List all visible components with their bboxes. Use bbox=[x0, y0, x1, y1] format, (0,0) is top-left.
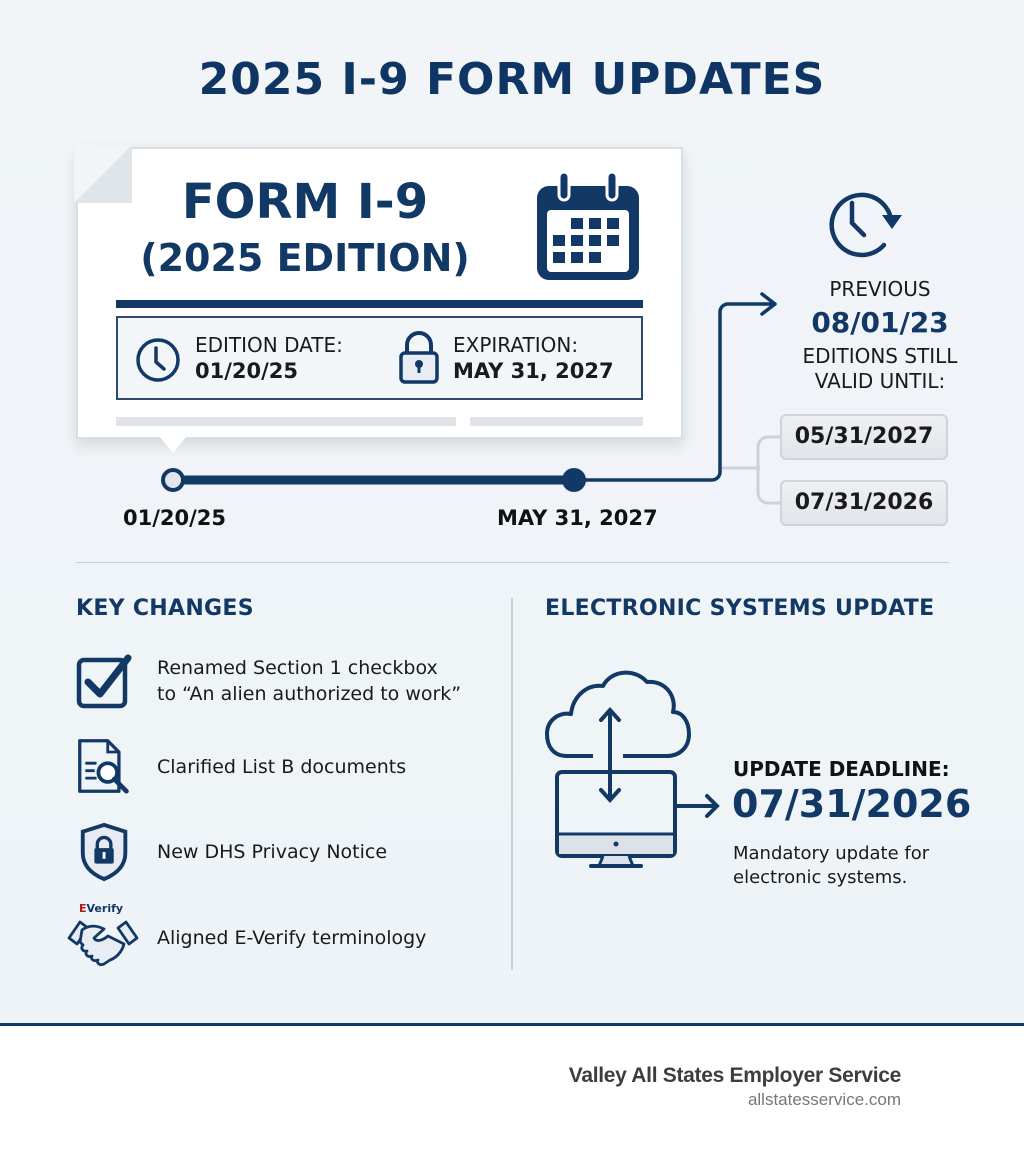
calendar-icon bbox=[533, 168, 643, 284]
timeline-end-label: MAY 31, 2027 bbox=[497, 506, 658, 530]
expiration-label: EXPIRATION: bbox=[453, 333, 579, 357]
footer-company-name: Valley All States Employer Service bbox=[568, 1064, 901, 1087]
footer-rule bbox=[0, 1023, 1024, 1026]
section-divider bbox=[76, 562, 949, 563]
key-change-text: Clarified List B documents bbox=[157, 756, 407, 778]
checkbox-icon bbox=[76, 652, 132, 712]
key-change-text: New DHS Privacy Notice bbox=[157, 841, 388, 863]
key-change-text: Aligned E-Verify terminology bbox=[157, 927, 427, 949]
valid-until-label: VALID UNTIL: bbox=[814, 369, 946, 393]
valid-until-date-pill: 05/31/2027 bbox=[780, 414, 948, 460]
electronic-systems-heading: ELECTRONIC SYSTEMS UPDATE bbox=[545, 596, 935, 621]
form-edition: (2025 EDITION) bbox=[140, 236, 470, 280]
update-deadline-value: 07/31/2026 bbox=[732, 782, 972, 826]
previous-label: PREVIOUS bbox=[829, 277, 931, 301]
placeholder-line bbox=[470, 417, 643, 426]
edition-date-value: 01/20/25 bbox=[195, 359, 299, 383]
cloud-computer-sync-icon bbox=[545, 660, 725, 872]
key-change-text: Renamed Section 1 checkbox bbox=[157, 657, 438, 679]
handshake-icon bbox=[66, 916, 140, 970]
edition-date-label: EDITION DATE: bbox=[195, 333, 343, 357]
document-divider bbox=[116, 300, 643, 308]
page-title: 2025 I-9 FORM UPDATES bbox=[198, 54, 826, 105]
everify-logo-text: Verify bbox=[86, 902, 124, 915]
shield-lock-icon bbox=[78, 822, 134, 882]
editions-still-label: EDITIONS STILL bbox=[802, 344, 958, 368]
footer-url[interactable]: allstatesservice.com bbox=[747, 1090, 901, 1109]
clock-refresh-icon bbox=[822, 185, 904, 263]
update-deadline-label: UPDATE DEADLINE: bbox=[733, 757, 950, 781]
form-title: FORM I-9 bbox=[181, 174, 429, 230]
key-changes-heading: KEY CHANGES bbox=[76, 596, 254, 621]
clock-icon bbox=[134, 336, 182, 384]
key-change-text: to “An alien authorized to work” bbox=[157, 683, 462, 705]
timeline-start-label: 01/20/25 bbox=[123, 506, 227, 530]
edition-info-box bbox=[116, 316, 643, 400]
valid-until-date-pill: 07/31/2026 bbox=[780, 480, 948, 526]
everify-logo bbox=[79, 902, 123, 915]
update-description: Mandatory update for electronic systems. bbox=[733, 843, 930, 888]
previous-edition-date: 08/01/23 bbox=[811, 306, 949, 339]
lock-icon bbox=[398, 330, 440, 384]
placeholder-line bbox=[116, 417, 456, 426]
expiration-value: MAY 31, 2027 bbox=[453, 359, 614, 383]
column-divider bbox=[511, 598, 513, 970]
everify-logo-e: E bbox=[79, 902, 87, 915]
document-search-icon bbox=[76, 736, 132, 796]
